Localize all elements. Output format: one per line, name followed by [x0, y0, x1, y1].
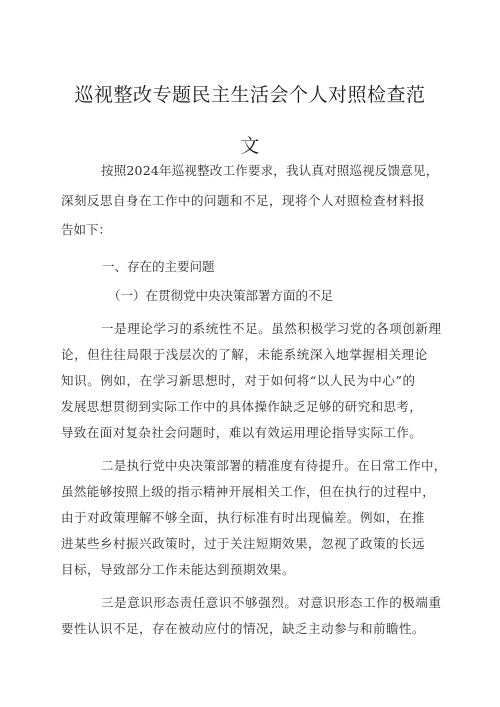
paragraph-line: 进某些乡村振兴政策时，过于关注短期效果，忽视了政策的长远: [61, 536, 426, 551]
paragraph-line: 虽然能够按照上级的指示精神开展相关工作，但在执行的过程中，: [61, 484, 436, 499]
paragraph-line: 告如下：: [61, 222, 112, 237]
paragraph-line: 一是理论学习的系统性不足。虽然积极学习党的各项创新理: [101, 321, 442, 336]
paragraph-line: 要性认识不足，存在被动应付的情况，缺乏主动参与和前瞻性。: [61, 621, 426, 636]
paragraph-line: 二是执行党中央决策部署的精准度有待提升。在日常工作中，: [101, 458, 447, 473]
paragraph-line: 发展思想贯彻到实际工作中的具体操作缺乏足够的研究和思考，: [61, 399, 423, 414]
paragraph-line: 导致在面对复杂社会问题时，难以有效运用理论指导实际工作。: [61, 425, 423, 440]
section-heading: 一、存在的主要问题: [102, 259, 215, 274]
paragraph-line: 知识。例如，在学习新思想时，对于如何将“以人民为中心”的: [61, 373, 416, 388]
document-title-line-2: 文: [240, 135, 260, 157]
paragraph-line: 三是意识形态责任意识不够强烈。对意识形态工作的极端重: [101, 595, 442, 610]
paragraph-line: 按照2024年巡视整改工作要求，我认真对照巡视反馈意见，: [101, 163, 439, 178]
paragraph-line: 目标，导致部分工作未能达到预期效果。: [61, 562, 296, 577]
paragraph-line: 由于对政策理解不够全面，执行标准有时出现偏差。例如，在推: [61, 510, 426, 525]
document-title-line-1: 巡视整改专题民主生活会个人对照检查范: [74, 84, 426, 106]
subsection-heading: （一）在贯彻党中央决策部署方面的不足: [108, 288, 334, 303]
paragraph-line: 论，但往往局限于浅层次的了解，未能系统深入地掌握相关理论: [61, 347, 428, 362]
paragraph-line: 深刻反思自身在工作中的问题和不足，现将个人对照检查材料报: [61, 193, 426, 208]
